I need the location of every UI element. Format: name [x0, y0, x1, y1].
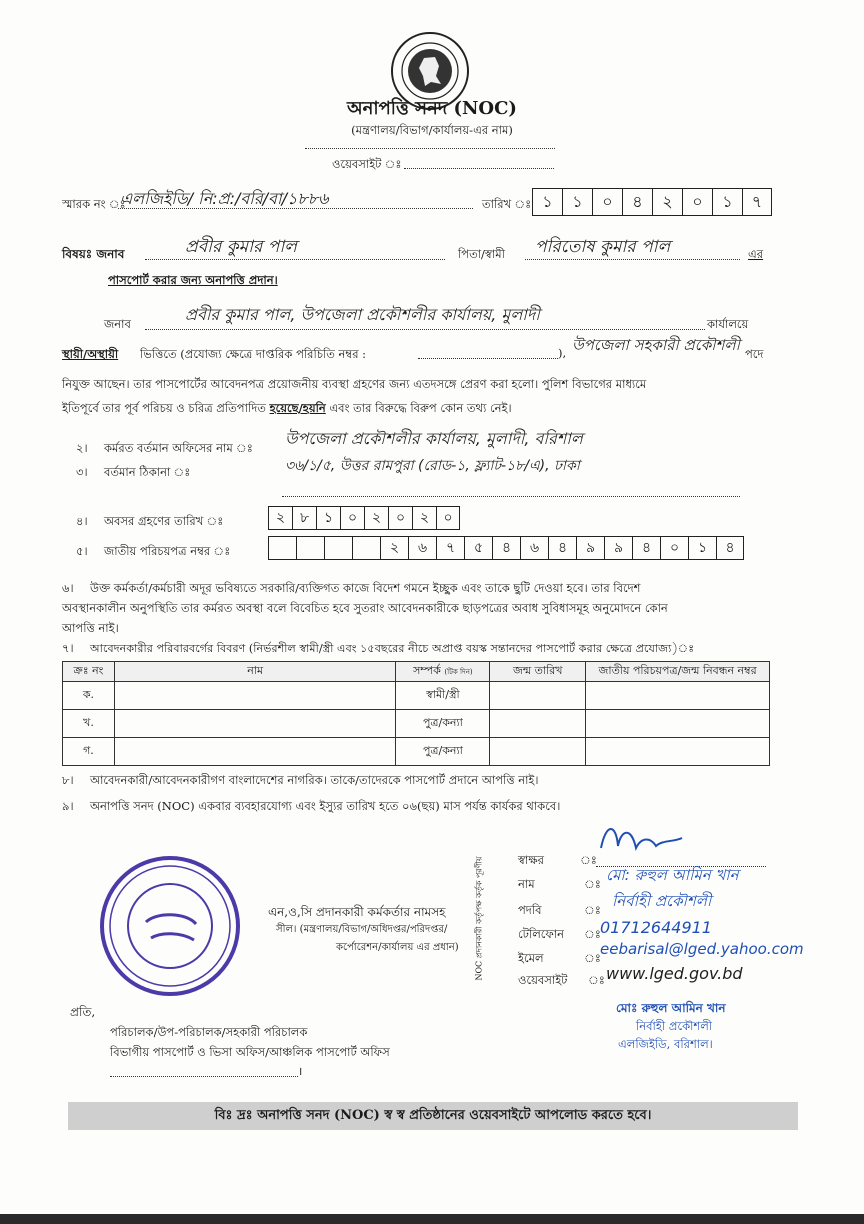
col-relation-label: সম্পর্ক: [413, 664, 441, 677]
memo-number-label: স্মারক নং ঃ: [62, 197, 126, 211]
permanency-text: স্থায়ী/অস্থায়ী: [62, 347, 119, 361]
official-id-close: ),: [558, 346, 567, 360]
col-serial: ক্রঃ নং: [63, 662, 115, 682]
phone-label: টেলিফোন: [518, 927, 565, 941]
item3-line2: [282, 496, 740, 497]
scan-bottom-edge: [0, 1214, 864, 1224]
digit-box: ২: [412, 506, 436, 530]
body-paragraph-line3: নিযুক্ত আছেন। তার পাসপোর্টের আবেদনপত্র প্রয়োজনীয় ব্যবস্থা গ্রহণের জন্য এতদসঙ্গে প্রেরণ করা হলো। পুলিশ বিভাগের মাধ্যমে: [62, 377, 647, 391]
digit-box: ৭: [436, 536, 464, 560]
item2-value: উপজেলা প্রকৌশলীর কার্যালয়, মুলাদী, বরিশাল: [285, 429, 583, 448]
digit-box: ২: [268, 506, 292, 530]
digit-box: [296, 536, 324, 560]
row-dob: [490, 682, 586, 710]
post-label: পদবি: [518, 903, 542, 917]
digit-box: ৭: [742, 188, 772, 216]
memo-number-line: [118, 208, 473, 209]
p4-text-b: হয়েছে/হয়নি: [269, 401, 326, 415]
item8-number: ৮।: [62, 773, 74, 787]
body-paragraph-line4: [62, 400, 512, 419]
digit-box: ০: [660, 536, 688, 560]
issuer-line3: কর্পোরেশন/কার্যালয় এর প্রধান): [336, 942, 459, 953]
web-colon: ঃ: [588, 973, 605, 987]
item4-number: ৪।: [76, 514, 88, 528]
item6-number: ৬।: [62, 581, 74, 595]
digit-box: ১: [316, 506, 340, 530]
item6-line3: আপত্তি নাই।: [62, 621, 119, 635]
nid-number-boxes: [268, 536, 744, 560]
digit-box: ১: [688, 536, 716, 560]
row-nid: [586, 682, 770, 710]
phone-value: 01712644911: [600, 918, 712, 937]
subject-line2: পাসপোর্ট করার জন্য অনাপত্তি প্রদান।: [108, 273, 278, 287]
officer-stamp-line2: নির্বাহী প্রকৌশলী: [636, 1019, 713, 1033]
phone-colon: ঃ: [584, 927, 601, 941]
col-relation: [396, 662, 490, 682]
recipient-line3: ।: [298, 1064, 303, 1078]
email-colon: ঃ: [584, 951, 601, 965]
item8-text: আবেদনকারী/আবেদনকারীগণ বাংলাদেশের নাগরিক। তাকে/তাদেরকে পাসপোর্ট প্রদানে আপত্তি নাই।: [90, 773, 539, 787]
p4-text-a: ইতিপূর্বে তার পূর্ব পরিচয় ও চরিত্র প্রতিপাদিত: [62, 401, 266, 415]
table-row: [63, 710, 770, 738]
recipient-line2: বিভাগীয় পাসপোর্ট ও ভিসা অফিস/আঞ্চলিক পাসপোর্ট অফিস: [110, 1045, 390, 1059]
item2-label: কর্মরত বর্তমান অফিসের নাম ঃ: [104, 441, 253, 455]
col-relation-note: (টিক দিন): [444, 668, 473, 676]
family-table-header: [63, 662, 770, 682]
signature-scribble: [596, 818, 686, 862]
table-row: [63, 738, 770, 766]
digit-box: ২: [652, 188, 682, 216]
officer-stamp-line3: এলজিইডি, বরিশাল।: [618, 1037, 713, 1051]
digit-box: [268, 536, 296, 560]
digit-box: ৬: [408, 536, 436, 560]
item7-text: আবেদনকারীর পরিবারবর্গের বিবরণ (নির্ভরশীল স্বামী/স্ত্রী এবং ১৫বছরের নীচে অপ্রাপ্ত বয়স্ক সন্তানদের পাসপোর্ট করার ক্ষেত্রে প্রযোজ্য)ঃ: [90, 642, 695, 655]
row-name: [114, 682, 396, 710]
issuer-line2: সীল। (মন্ত্রণালয়/বিভাগ/অধিদপ্তর/পরিদপ্তর/: [276, 924, 448, 935]
website-line: [404, 168, 554, 169]
name-value: মো: রুহুল আমিন খান: [606, 866, 739, 884]
item3-number: ৩।: [76, 465, 88, 479]
digit-box: ১: [532, 188, 562, 216]
janab-label: জনাব: [104, 317, 131, 331]
footer-note: বিঃ দ্রঃ অনাপত্তি সনদ (NOC) স্ব স্ব প্রতিষ্ঠানের ওয়েবসাইটে আপলোড করতে হবে।: [214, 1107, 652, 1123]
col-nid: জাতীয় পরিচয়পত্র/জন্ম নিবন্ধন নম্বর: [586, 662, 770, 682]
digit-box: ০: [436, 506, 460, 530]
digit-box: ২: [364, 506, 388, 530]
item3-label: বর্তমান ঠিকানা ঃ: [104, 465, 191, 479]
recipient-line3-dots: [110, 1076, 298, 1077]
item6-line1: উক্ত কর্মকর্তা/কর্মচারী অদূর ভবিষ্যতে সরকারি/ব্যক্তিগত কাজে বিদেশ গমনে ইচ্ছুক এবং তাকে ছুটি দেওয়া হবে। তার বিদেশ: [90, 581, 641, 595]
col-dob: জন্ম তারিখ: [490, 662, 586, 682]
row-serial: ক.: [63, 682, 115, 710]
recipient-to: প্রতি,: [70, 1005, 96, 1019]
email-label: ইমেল: [518, 951, 544, 965]
digit-box: ০: [682, 188, 712, 216]
digit-box: [324, 536, 352, 560]
pade-text: পদে: [745, 347, 764, 361]
designation-handwritten: উপজেলা সহকারী প্রকৌশলী: [572, 336, 740, 354]
memo-number-value: এলজিইডি/ নি:প্র:/বরি/বা/১৮৮৬: [120, 189, 329, 208]
item5-number: ৫।: [76, 544, 88, 558]
digit-box: ৬: [520, 536, 548, 560]
father-name: পরিতোষ কুমার পাল: [535, 237, 671, 257]
page-title: অনাপত্তি সনদ (NOC): [347, 98, 517, 119]
subject-suffix: এর: [748, 247, 764, 261]
digit-box: ৯: [576, 536, 604, 560]
digit-box: ৪: [632, 536, 660, 560]
p4-text-c: এবং তার বিরুদ্ধে বিরুপ কোন তথ্য নেই।: [329, 401, 512, 415]
row-relation: স্বামী/স্ত্রী: [396, 682, 490, 710]
official-id-text: ভিত্তিতে (প্রযোজ্য ক্ষেত্রে দাপ্তরিক পরিচিতি নম্বর :: [140, 347, 367, 361]
digit-box: ৪: [548, 536, 576, 560]
row-relation: পুত্র/কন্যা: [396, 710, 490, 738]
name-colon: ঃ: [584, 877, 601, 891]
row-dob: [490, 710, 586, 738]
date-boxes: [532, 188, 772, 216]
digit-box: ৪: [622, 188, 652, 216]
row-serial: গ.: [63, 738, 115, 766]
email-value: eebarisal@lged.yahoo.com: [600, 940, 804, 958]
row-dob: [490, 738, 586, 766]
item3-value: ৩৬/১/৫, উত্তর রামপুরা (রোড-১, ফ্ল্যাট-১৮/এ), ঢাকা: [285, 458, 580, 474]
subject-label: বিষয়ঃ জনাব: [62, 247, 125, 261]
issuer-line1: এন,ও,সি প্রদানকারী কর্মকর্তার নামসহ: [268, 905, 446, 919]
row-relation: পুত্র/কন্যা: [396, 738, 490, 766]
ministry-name-line: [305, 148, 555, 149]
name-label: নাম: [518, 877, 535, 891]
web-label: ওয়েবসাইট: [518, 973, 568, 987]
digit-box: ৪: [716, 536, 744, 560]
retirement-date-boxes: [268, 506, 460, 530]
page-subtitle: (মন্ত্রণালয়/বিভাগ/কার্যালয়-এর নাম): [351, 123, 513, 137]
digit-box: ০: [340, 506, 364, 530]
subject-applicant-name: প্রবীর কুমার পাল: [185, 237, 297, 257]
item2-number: ২।: [76, 441, 88, 455]
subject-name-line: [145, 259, 445, 260]
item4-label: অবসর গ্রহণের তারিখ ঃ: [104, 514, 224, 528]
digit-box: ৪: [492, 536, 520, 560]
digit-box: ৯: [604, 536, 632, 560]
item5-label: জাতীয় পরিচয়পত্র নম্বর ঃ: [104, 544, 231, 558]
family-table: [62, 661, 770, 766]
digit-box: ১: [712, 188, 742, 216]
digit-box: ২: [380, 536, 408, 560]
web-value: www.lged.gov.bd: [606, 964, 743, 983]
post-value: নির্বাহী প্রকৌশলী: [612, 892, 712, 910]
digit-box: ০: [388, 506, 412, 530]
table-row: [63, 682, 770, 710]
row-serial: খ.: [63, 710, 115, 738]
item6-line2: অবস্থানকালীন অনুপস্থিতি তার কর্মরত অবস্থা বলে বিবেচিত হবে সুতরাং আবেদনকারীকে ছাড়পত্রের অবাধ সুবিধাসমূহ অনুমোদনে কোন: [62, 601, 668, 615]
col-name: নাম: [114, 662, 396, 682]
row-nid: [586, 738, 770, 766]
officer-stamp-line1: মোঃ রুহুল আমিন খান: [616, 1001, 726, 1015]
applicant-line: [145, 329, 705, 330]
digit-box: ১: [562, 188, 592, 216]
sign-label: স্বাক্ষর: [518, 853, 544, 867]
row-name: [114, 710, 396, 738]
father-name-line: [525, 259, 740, 260]
row-name: [114, 738, 396, 766]
office-round-seal: [96, 852, 244, 1000]
item9-number: ৯।: [62, 799, 74, 813]
karyalaye-text: কার্যালয়ে: [707, 317, 749, 331]
item7-number: ৭।: [62, 641, 74, 655]
digit-box: ৮: [292, 506, 316, 530]
footer-note-bar: [68, 1102, 798, 1130]
post-colon: ঃ: [584, 903, 601, 917]
row-nid: [586, 710, 770, 738]
digit-box: ৫: [464, 536, 492, 560]
applicant-office-handwritten: প্রবীর কুমার পাল, উপজেলা প্রকৌশলীর কার্যালয়, মুলাদী: [185, 305, 540, 324]
sign-colon: ঃ: [580, 853, 597, 867]
website-label: ওয়েবসাইট ঃ: [332, 157, 402, 171]
date-label: তারিখ ঃ: [482, 197, 532, 211]
item9-text: অনাপত্তি সনদ (NOC) একবার ব্যবহারযোগ্য এবং ইস্যুর তারিখ হতে ০৬(ছয়) মাস পর্যন্ত কার্যকর থাকবে।: [90, 799, 561, 813]
issuer-vertical-note: NOC প্রদানকারী কর্তৃপক্ষ কর্তৃক পূরণীয়: [474, 856, 484, 981]
official-id-line: [418, 358, 558, 359]
father-label: পিতা/স্বামী: [458, 247, 505, 261]
digit-box: ০: [592, 188, 622, 216]
digit-box: [352, 536, 380, 560]
recipient-line1: পরিচালক/উপ-পরিচালক/সহকারী পরিচালক: [110, 1025, 308, 1039]
